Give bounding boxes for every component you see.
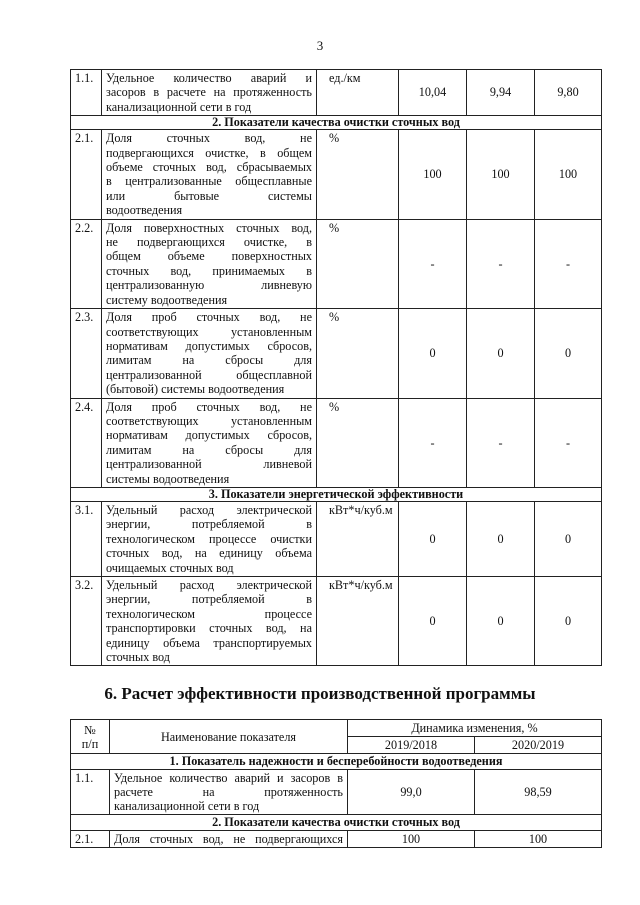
desc-line: централизованную ливневую [106,278,312,293]
table-row [71,501,602,576]
desc-line: транспортировки сточных вод, на [106,621,312,636]
desc-line: систему водоотведения [106,292,228,307]
row-description [102,309,317,398]
table-row [71,398,602,487]
row-value: - [399,219,467,308]
row-description [102,70,317,116]
header-year-1: 2019/2018 [348,737,475,754]
section-header: 2. Показатели качества очистки сточных вод [71,815,602,831]
row-unit: % [317,219,399,308]
desc-line: сточных вод, принимаемых в [106,263,312,278]
row-value: 0 [535,501,602,576]
row-unit: % [317,398,399,487]
desc-line: Доля сточных вод, не [106,131,312,146]
desc-line: единицу объема транспортируемых [106,635,312,650]
row-value: 0 [467,501,535,576]
row-value: 0 [399,501,467,576]
row-unit: кВт*ч/куб.м [317,501,399,576]
section-header: 1. Показатель надежности и бесперебойности водоотведения [71,754,602,770]
row-value: 9,94 [467,70,535,116]
desc-line: сточных вод, на единицу объема [106,546,312,561]
desc-line: Доля проб сточных вод, не [106,399,312,414]
desc-line: технологическом процессе очистки [106,531,312,546]
table-row [71,831,602,848]
desc-line: очищаемых сточных вод [106,560,234,575]
row-number: 2.2. [71,219,102,308]
table-row [71,70,602,116]
desc-line: энергии, потребляемой в [106,592,312,607]
table-row [71,130,602,219]
row-number: 2.3. [71,309,102,398]
row-value: - [535,219,602,308]
row-number: 2.4. [71,398,102,487]
row-value: 98,59 [475,770,602,815]
row-unit: % [317,309,399,398]
desc-line: соответствующих установленным [106,413,312,428]
row-number: 2.1. [71,130,102,219]
header-name: Наименование показателя [110,720,348,754]
row-value: 0 [535,577,602,666]
page-number: 3 [316,38,324,53]
desc-line: канализационной сети в год [106,99,252,114]
row-value: 100 [475,831,602,848]
row-value: 0 [399,577,467,666]
row-description [110,770,348,815]
desc-line: централизованной ливневой [106,457,312,472]
desc-line: засоров в расчете на протяженность [106,85,312,100]
row-value: 0 [467,309,535,398]
indicators-table [70,69,602,666]
desc-line: Доля поверхностных сточных вод, [106,220,312,235]
section-6-title: 6. Расчет эффективности производственной программы [104,684,536,703]
row-value: 99,0 [348,770,475,815]
section-header: 3. Показатели энергетической эффективности [71,487,602,501]
desc-line: не подвергающихся очистке, в [106,235,312,250]
row-number: 1.1. [71,770,110,815]
row-description [102,577,317,666]
header-number [71,720,110,754]
desc-line: Удельное количество аварий и засоров в [114,771,343,785]
desc-line: Удельное количество аварий и [106,71,312,85]
row-description [102,130,317,219]
desc-line: сточных вод [106,650,170,665]
desc-line: нормативам допустимых сбросов, [106,428,312,443]
row-description [102,219,317,308]
header-num-sign: № [84,722,96,737]
row-value: 0 [399,309,467,398]
desc-line: или бытовые системы [106,188,312,203]
row-value: 0 [535,309,602,398]
desc-line: объеме сточных вод, сбрасываемых [106,160,312,175]
header-dynamics: Динамика изменения, % [348,720,602,737]
row-number: 2.1. [71,831,110,848]
row-value: 100 [348,831,475,848]
desc-line: подвергающихся очистке, в общем [106,145,312,160]
header-pp: п/п [81,736,99,751]
row-value: - [467,219,535,308]
row-value: 10,04 [399,70,467,116]
desc-line: энергии, потребляемой в [106,517,312,532]
header-year-2: 2020/2019 [475,737,602,754]
row-unit: % [317,130,399,219]
desc-line: Доля проб сточных вод, не [106,310,312,325]
desc-line: централизованной общесплавной [106,367,312,382]
efficiency-table [70,719,602,848]
row-description [102,398,317,487]
row-unit: кВт*ч/куб.м [317,577,399,666]
desc-line: лимитам на сбросы для [106,353,312,368]
desc-line: Доля сточных вод, не подвергающихся [114,832,343,846]
row-number: 3.2. [71,577,102,666]
row-value: 100 [399,130,467,219]
table-header-row [71,720,602,737]
table-row [71,770,602,815]
desc-line: в централизованные общесплавные [106,174,312,189]
desc-line: нормативам допустимых сбросов, [106,338,312,353]
row-description [102,501,317,576]
desc-line: расчете на протяженность [114,785,343,799]
row-value: 9,80 [535,70,602,116]
row-description [110,831,348,848]
row-number: 1.1. [71,70,102,116]
desc-line: канализационной сети в год [114,799,260,813]
desc-line: технологическом процессе [106,606,312,621]
desc-line: Удельный расход электрической [106,502,312,517]
row-value: - [399,398,467,487]
row-value: 100 [467,130,535,219]
desc-line: Удельный расход электрической [106,578,312,592]
row-value: - [535,398,602,487]
desc-line: водоотведения [106,203,183,218]
row-value: - [467,398,535,487]
row-number: 3.1. [71,501,102,576]
table-row [71,219,602,308]
desc-line: соответствующих установленным [106,324,312,339]
row-value: 100 [535,130,602,219]
desc-line: лимитам на сбросы для [106,442,312,457]
table-row [71,577,602,666]
desc-line: (бытовой) системы водоотведения [106,382,285,397]
desc-line: общем объеме поверхностных [106,249,312,264]
section-header: 2. Показатели качества очистки сточных вод [71,116,602,130]
row-unit: ед./км [317,70,399,116]
row-value: 0 [467,577,535,666]
table-row [71,309,602,398]
desc-line: системы водоотведения [106,471,230,486]
